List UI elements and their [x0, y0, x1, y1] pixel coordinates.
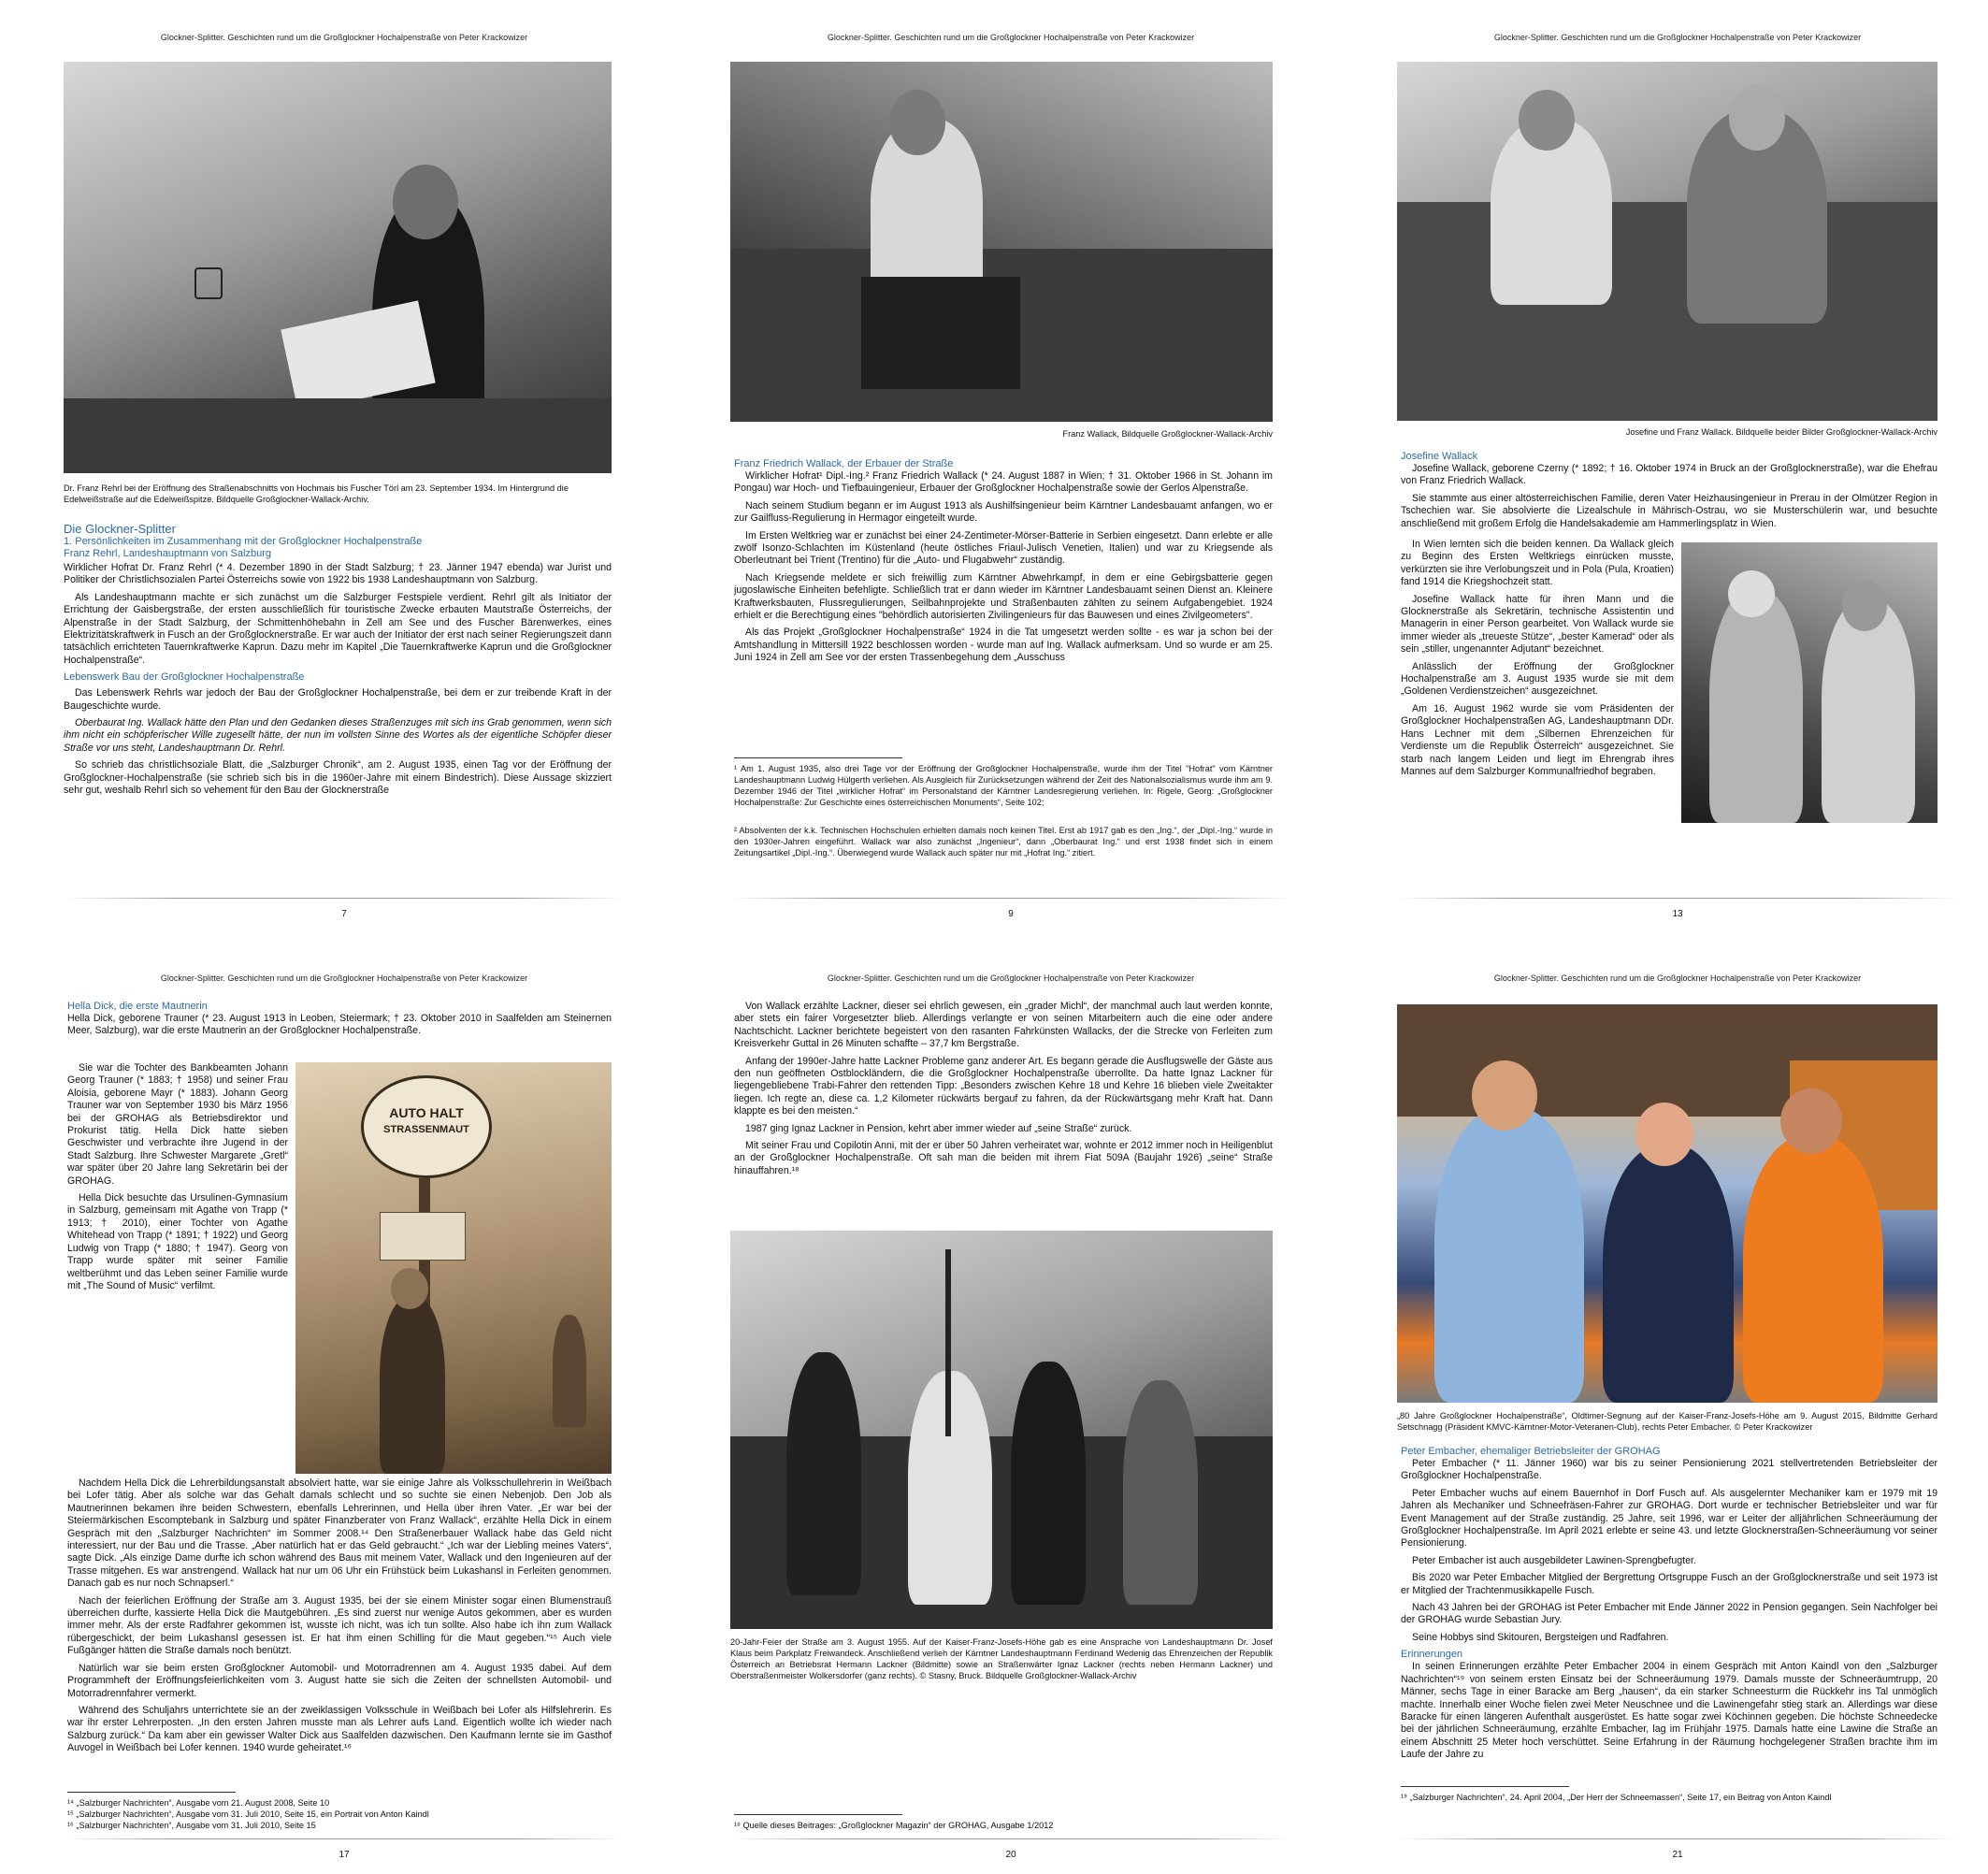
section-heading: Peter Embacher, ehemaliger Betriebsleiter der GROHAG	[1401, 1446, 1661, 1457]
chapter-title: Die Glockner-Splitter	[64, 522, 176, 536]
page-17-body-wrap	[67, 1062, 288, 1297]
paragraph: Josefine Wallack, geborene Czerny (* 1892; † 16. Oktober 1974 in Bruck an der Großglocknerstraße), war die Ehefrau von Franz Friedrich Wallack.	[1401, 463, 1938, 487]
paragraph: Nach seinem Studium begann er im August 1913 als Aushilfsingenieur beim Kärntner Landesbauamt anfangen, wo er zur Gailfluss-Regulierung in Hermagor eingeteilt wurde.	[734, 499, 1273, 525]
paragraph: Anlässlich der Eröffnung der Großglockner Hochalpenstraße am 3. August 1935 wurde sie mit dem „Goldenen Verdienstzeichen“ ausgezeichnet.	[1401, 660, 1674, 698]
sign-text-strassenmaut: STRASSENMAUT	[383, 1124, 469, 1135]
footer-rule	[64, 1838, 625, 1839]
page-number: 17	[339, 1849, 350, 1860]
photo-josefine-franz-wallack	[1397, 62, 1938, 421]
photo-rehrl-speech	[64, 62, 612, 473]
paragraph: Josefine Wallack hatte für ihren Mann und die Glocknerstraße als Sekretärin, technische Assistentin und Managerin in einer Person gearbeitet. Von Wallack wurde sie immer wieder als „treueste Stütze“, „bester Kamerad“ oder als sein „stiller, ungenannter Adjutant“ bezeichnet.	[1401, 593, 1674, 656]
paragraph: Wirklicher Hofrat Dr. Franz Rehrl (* 4. Dezember 1890 in der Stadt Salzburg; † 23. Jänner 1947 ebenda) war Jurist und Politiker der Christlichsozialen Partei Österreichs sowie von 1922 bis 1938 Landeshauptmann von Salzburg.	[64, 562, 612, 586]
section-heading: Lebenswerk Bau der Großglockner Hochalpenstraße	[64, 671, 305, 684]
footnote-rule	[67, 1792, 236, 1793]
paragraph: Sie stammte aus einer altösterreichischen Familie, deren Vater Heizhausingenieur in Prerau in der Olmützer Region in Tschechien war. Sie absolvierte die Lizealschule in Mährisch-Ostrau, wo sie Musterschülerin war, und besuchte anschließend mit großem Erfolg die Handelsakademie am Hammerlingsplatz in Wien.	[1401, 492, 1938, 529]
footnote-2: ² Absolventen der k.k. Technischen Hochschulen erhielten damals noch keinen Titel. Erst ab 1917 gab es den „Ing.“, der „Dipl.-Ing.“ wurde in den 1930er-Jahren eingeführt. Wallack war also zunächst „Ingenieur“, dann „Oberbaurat Ing.“ und erst 1938 findet sich in einem Zeitungsartikel „Dipl.-Ing.“. Überwiegend wurde Wallack auch später nur mit „Hofrat Ing.“ zitiert.	[734, 826, 1273, 858]
paragraph: Sie war die Tochter des Bankbeamten Johann Georg Trauner (* 1883; † 1958) und seiner Frau Aloisia, geborene Mayr (* 1883). Johann Georg Trauner war von September 1930 bis März 1956 bei der GROHAG als Betriebsdirektor und Prokurist tätig. Hella Dick hatte sieben Geschwister und verbrachte ihre Jugend in der Stadt Salzburg. Ihre Schwester Margarete „Gretl“ war später über 20 Jahre lang Sekretärin bei der GROHAG.	[67, 1062, 288, 1187]
paragraph: Peter Embacher (* 11. Jänner 1960) war bis zu seiner Pensionierung 2021 stellvertretenden Betriebsleiter der Großglockner Hochalpenstraße.	[1401, 1458, 1938, 1482]
footnote-16: ¹⁶ „Salzburger Nachrichten“, Ausgabe vom 31. Juli 2010, Seite 15	[67, 1821, 316, 1830]
running-header: Glockner-Splitter. Geschichten rund um die Großglockner Hochalpenstraße von Peter Krackowizer	[1493, 973, 1862, 983]
photo-josefine-franz-wallack-2	[1681, 542, 1938, 823]
paragraph: Peter Embacher wuchs auf einem Bauernhof in Dorf Fusch auf. Als ausgelernter Mechaniker kam er 1979 mit 19 Jahren als Mechaniker und Schneefräsen-Fahrer zur GROHAG. Dort wurde er technischer Betriebsleiter und war für Event Management auf der Straße zuständig. 25 Jahre, seit 1996, war er Leiter der alljährlichen Schneeräumung der Großglockner Hochalpenstraße. Im April 2021 erlebte er seine 43. und letzte Glocknerstraßen-Schneeräumung vor seiner Pensionierung.	[1401, 1487, 1938, 1550]
photo-20-jahr-feier	[730, 1231, 1273, 1629]
paragraph: Seine Hobbys sind Skitouren, Bergsteigen und Radfahren.	[1412, 1631, 1669, 1643]
footnote-rule	[1401, 1786, 1569, 1787]
paragraph: Nachdem Hella Dick die Lehrerbildungsanstalt absolviert hatte, war sie einige Jahre als Volksschullehrerin in Weißbach bei Lofer tätig. Aber als solche war das Gehalt damals schlecht und so suchte sie einen Nebenjob. Den Job als Mautnerinnen bekamen ihre beiden Schwestern, ebenfalls Lehrerinnen, und Hella über ihren Vater. „Er war bei der Steiermärkischen Escomptebank in Salzburg und später Finanzberater von Franz Wallack“, erzählte Hella Dick in einem Gespräch mit den „Salzburger Nachrichten“ im Sommer 2008.¹⁴ Den Straßenerbauer Wallack habe das Geld nicht interessiert, nur der Bau und die Trasse. „Aber natürlich hat er das Geld gebraucht.“ „Ich war der Liebling meines Vaters“, sagte Dick. „Als einzige Dame durfte ich schon während des Baus mit meinem Vater, Wallack und den Ingenieuren auf der Trasse mitgehen. Es war anstrengend. Wallack hat nur um 06 Uhr ein Frühstück beim Lukashansl in Ferleiten genommen. Danach gab es nur noch Schnapserl.“	[67, 1478, 612, 1590]
page-20	[730, 973, 1291, 1861]
paragraph: Im Ersten Weltkrieg war er zunächst bei einer 24-Zentimeter-Mörser-Batterie in Serbien eingesetzt. Dann erlebte er alle zwölf Isonzo-Schlachten im Küstenland (heute östliches Friaul-Julisch Venetien, Italien) und war zu Kriegsende als Oberleutnant bei Trient (Trentino) für die „Auto- und Flugabwehr“ zuständig.	[734, 529, 1273, 567]
running-header: Glockner-Splitter. Geschichten rund um die Großglockner Hochalpenstraße von Peter Krackowizer	[160, 33, 528, 42]
paragraph: Natürlich war sie beim ersten Großglockner Automobil- und Motorradrennen am 4. August 1935 dabei. Auf dem Programmheft der Eröffnungsfeierlichkeiten vom 3. August hatte sie sich die Zeiten der schnellsten Automobil- und Motorradrennfahrer vermerkt.	[67, 1662, 612, 1699]
footer-rule	[730, 898, 1291, 899]
paragraph: Nach der feierlichen Eröffnung der Straße am 3. August 1935, bei der sie einem Minister sogar einen Blumenstrauß überreichen durfte, kassierte Hella Dick die Mautgebühren. „Es sind zuerst nur wenige Autos gekommen, aber es wurden immer mehr. Als der erste Radfahrer gekommen ist, wusste ich nicht, was ich tun sollte. Also habe ich ihn zum Wallack rübergeschickt, der beim Lukashansl gesessen ist. Er hat ihm einen Schilling für die Maut gegeben.“¹⁵ Auch viele Fußgänger hätten die Straße damals noch benützt.	[67, 1594, 612, 1657]
sign-text-auto-halt: AUTO HALT	[389, 1105, 464, 1120]
footnote-rule	[734, 757, 902, 758]
chapter-subtitle: 1. Persönlichkeiten im Zusammenhang mit der Großglockner Hochalpenstraße	[64, 536, 423, 547]
section-heading: Franz Friedrich Wallack, der Erbauer der Straße	[734, 458, 954, 469]
photo-caption: 20-Jahr-Feier der Straße am 3. August 1955. Auf der Kaiser-Franz-Josefs-Höhe gab es eine Ansprache von Landeshauptmann Dr. Josef Klaus beim Parkplatz Freiwandeck. Anschließend verlieh der Kärntner Landeshauptmann Ferdinand Wedenig das Ehrenzeichen der Republik Österreich an Betriebsrat Hermann Lackner (Bildmitte) sowie an Straßenwärter Ignaz Lackner (rechts neben Hermann Lackner) und Oberstraßenmeister Wolkersdorfer (ganz rechts). © Stasny, Bruck. Bildquelle Großglockner-Wallack-Archiv	[730, 1637, 1273, 1680]
running-header: Glockner-Splitter. Geschichten rund um die Großglockner Hochalpenstraße von Peter Krackowizer	[827, 973, 1195, 983]
paragraph: 1987 ging Ignaz Lackner in Pension, kehrt aber immer wieder auf „seine Straße“ zurück.	[745, 1122, 1132, 1134]
page-number: 9	[1008, 908, 1014, 919]
section-heading: Erinnerungen	[1401, 1649, 1463, 1661]
page-13-body-wrap	[1401, 539, 1674, 783]
footnote-1: ¹ Am 1. August 1935, also drei Tage vor der Eröffnung der Großglockner Hochalpenstraße, wurde ihm der Titel "Hofrat" vom Kärntner Landeshauptmann Ludwig Hülgerth verliehen. Als Ausgleich für Zurücksetzungen während der Zeit des Nationalsozialismus wurde ihm am 9. Dezember 1946 der Titel „wirklicher Hofrat“ im Personalstand der Kärntner Landesregierung verliehen. In: Rigele, Georg: „Großglockner Hochalpenstraße: Zur Geschichte eines österreichischen Monuments“, Seite 102;	[734, 764, 1273, 807]
running-header: Glockner-Splitter. Geschichten rund um die Großglockner Hochalpenstraße von Peter Krackowizer	[827, 33, 1195, 42]
footer-rule	[1397, 1838, 1958, 1839]
photo-franz-wallack	[730, 62, 1273, 422]
paragraph: Peter Embacher ist auch ausgebildeter Lawinen-Sprengbefugter.	[1412, 1554, 1696, 1566]
paragraph: In Wien lernten sich die beiden kennen. Da Wallack gleich zu Beginn des Ersten Weltkriegs einrücken musste, verkürzten sie ihre Verlobungszeit und in Pola (Pula, Kroatien) fand 1914 die Kriegshochzeit statt.	[1401, 539, 1674, 588]
paragraph: Von Wallack erzählte Lackner, dieser sei ehrlich gewesen, ein „grader Michl“, der manchmal auch laut werden konnte, aber stets ein fairer Vorgesetzter blieb. Allerdings verlangte er von seinen Mitarbeitern auch die eine oder andere Nachtschicht. Lackner berichtete begeistert von den rasanten Fahrkünsten Wallacks, der die Strecke von Ferleiten zum Kreisverkehr Guttal in 26 Minuten schaffte – 37,7 km Bergstraße.	[734, 1001, 1273, 1050]
section-heading: Hella Dick, die erste Mautnerin	[67, 1001, 208, 1012]
paragraph: Anfang der 1990er-Jahre hatte Lackner Probleme ganz anderer Art. Es begann gerade die Ausflugswelle der Gäste aus den nun geöffneten Ostblockländern, die die Großglockner Hochalpenstraße überrollte. Da hatte Ignaz Lackner für liegengebliebene Trabi-Fahrer den rettenden Tipp: „Besonders zwischen Kehre 18 und Kehre 16 blieben viele Zweitakter liegen. Ich regte an, diese ca. 1,2 Kilometer rückwärts bergauf zu fahren, da der Rückwärtsgang mehr Kraft hat. Dann klappte es bei den meisten.“	[734, 1055, 1273, 1117]
footnote-15: ¹⁵ „Salzburger Nachrichten“, Ausgabe vom 31. Juli 2010, Seite 15, ein Portrait von Anton Kaindl	[67, 1809, 429, 1819]
paragraph: Das Lebenswerk Rehrls war jedoch der Bau der Großglockner Hochalpenstraße, bei dem er zur treibende Kraft in der Baugeschichte wurde.	[64, 687, 612, 712]
footnote-18: ¹⁸ Quelle dieses Beitrages: „Großglockner Magazin“ der GROHAG, Ausgabe 1/2012	[734, 1821, 1054, 1830]
running-header: Glockner-Splitter. Geschichten rund um die Großglockner Hochalpenstraße von Peter Krackowizer	[160, 973, 528, 983]
section-heading: Josefine Wallack	[1401, 451, 1478, 462]
page-13-body	[1401, 451, 1938, 535]
paragraph: Nach 43 Jahren bei der GROHAG ist Peter Embacher mit Ende Jänner 2022 in Pension gegangen. Sein Nachfolger bei der GROHAG wurde Sebastian Jury.	[1401, 1602, 1938, 1626]
photo-caption: Josefine und Franz Wallack. Bildquelle beider Bilder Großglockner-Wallack-Archiv	[1625, 427, 1938, 437]
section-heading: Franz Rehrl, Landeshauptmann von Salzburg	[64, 548, 271, 559]
page-20-body	[734, 1001, 1273, 1182]
paragraph: Hella Dick, geborene Trauner (* 23. August 1913 in Leoben, Steiermark; † 23. Oktober 2010 in Saalfelden am Steinernen Meer, Salzburg), war die erste Mautnerin an der Großglockner Hochalpenstraße.	[67, 1013, 612, 1037]
page-number: 7	[341, 908, 347, 919]
page-number: 20	[1005, 1849, 1016, 1860]
page-number: 13	[1672, 908, 1683, 919]
page-number: 21	[1672, 1849, 1683, 1860]
footnote-19: ¹⁹ „Salzburger Nachrichten“, 24. April 2004, „Der Herr der Schneemassen“, Seite 17, ein Beitrag von Anton Kaindl	[1401, 1793, 1832, 1802]
footer-rule	[1397, 898, 1958, 899]
footnote-14: ¹⁴ „Salzburger Nachrichten“, Ausgabe vom 21. August 2008, Seite 10	[67, 1798, 330, 1808]
photo-caption: Franz Wallack, Bildquelle Großglockner-Wallack-Archiv	[1062, 429, 1273, 439]
paragraph: Als Landeshauptmann machte er sich zunächst um die Salzburger Festspiele verdient. Rehrl gilt als Initiator der Errichtung der Gaisbergstraße, der ersten ausschließlich für touristische Zwecke erbauten Mautstraße Österreichs, der Alpenstraße in der Stadt Salzburg, der Schmittenhöhebahn in Zell am See und des Fuscher Bärenwerkes, eines Elektrizitätskraftwerk in Fusch an der Großglocknerstraße. Er war auch der Initiator der erst nach seiner Regierungszeit dann tatsächlich errichteten Tauernkraftwerke Kaprun. Dazu mehr im Kapitel „Die Tauernkraftwerke Kaprun und die Großglockner Hochalpenstraße“.	[64, 591, 612, 666]
paragraph: Am 16. August 1962 wurde sie vom Präsidenten der Großglockner Hochalpenstraßen AG, Landeshauptmann DDr. Hans Lechner mit dem „Silbernen Ehrenzeichen für Verdienste um die Republik Österreich“ ausgezeichnet. Sie starb nach langem Leiden und liegt im Ehrengrab ihres Mannes auf dem Salzburger Kommunalfriedhof begraben.	[1401, 702, 1674, 777]
page-17-intro	[67, 1001, 612, 1043]
quote: Oberbaurat Ing. Wallack hätte den Plan und den Gedanken dieses Straßenzuges mit sich ins Grab genommen, wenn sich ihm nicht ein schöpferischer Wille zugesellt hätte, der nun im vollsten Sinne des Wortes als der eigentliche Schöpfer dieser Straße vor uns steht, Landeshauptmann Dr. Rehrl.	[64, 717, 612, 754]
paragraph: Wirklicher Hofrat¹ Dipl.-Ing.² Franz Friedrich Wallack (* 24. August 1887 in Wien; † 31. Oktober 1966 in St. Johann im Pongau) war Hoch- und Tiefbauingenieur, Erbauer der Großglockner Hochalpenstraße sowie der Gerlos Alpenstraße.	[734, 470, 1273, 495]
page-9-body	[734, 458, 1273, 670]
paragraph: Nach Kriegsende meldete er sich freiwillig zum Kärntner Abwehrkampf, in dem er eine Gebirgsbatterie gegen jugoslawische Einheiten befehligte. Schließlich trat er dann wieder im Kärntner Landesbauamt seinen Dienst an. Kleinere Kraftwerksbauten, Flussregulierungen, Seilbahnprojekte und Straßenbauten zählten zu seinem Aufgabengebiet. 1924 erhielt er die Berechtigung eines "behördlich autorisierten Zivilingenieurs für das Bauwesen und eines Zivilgeometers".	[734, 571, 1273, 622]
page-9	[730, 32, 1291, 920]
paragraph: Hella Dick besuchte das Ursulinen-Gymnasium in Salzburg, gemeinsam mit Agathe von Trapp (* 1913; † 2010), einer Tochter von Agathe Whitehead von Trapp (* 1891; † 1922) und Georg Ludwig von Trapp (* 1880; † 1947). Georg von Trapp wurde später mit seiner Familie weltberühmt und das Leben seiner Familie wurde mit „The Sound of Music“ verfilmt.	[67, 1192, 288, 1291]
photo-caption: „80 Jahre Großglockner Hochalpenstraße“, Oldtimer-Segnung auf der Kaiser-Franz-Josefs-Höhe am 9. August 2015, Bildmitte Gerhard Setschnagg (Präsident KMVC-Kärntner-Motor-Veteranen-Club), rechts Peter Embacher. © Peter Krackowizer	[1397, 1411, 1938, 1432]
page-17-body-full	[67, 1478, 612, 1760]
paragraph: Mit seiner Frau und Copilotin Anni, mit der er über 50 Jahren verheiratet war, wohnte er 2012 immer noch in Heiligenblut an der Großglockner Hochalpenstraße. Oft sah man die beiden mit ihrem Fiat 509A (Baujahr 1926) „seine“ Straße hinauffahren.¹⁸	[734, 1140, 1273, 1176]
footer-rule	[64, 898, 625, 899]
page-13	[1397, 32, 1958, 920]
photo-hella-dick-toll-booth	[295, 1062, 612, 1474]
paragraph: Als das Projekt „Großglockner Hochalpenstraße“ 1924 in die Tat umgesetzt werden sollte - es war ja schon bei der Amtshandlung in Mittersill 1922 beschlossen worden - wurde man auf Ing. Wallack aufmerksam. Und so wurde er am 25. Juni 1924 in Zell am See vor der ersten Trassenbegehung dem „Ausschuss	[734, 627, 1273, 664]
photo-caption: Dr. Franz Rehrl bei der Eröffnung des Straßenabschnitts von Hochmais bis Fuscher Törl am 23. September 1934. Im Hintergrund die Edelweißstraße auf die Edelweißspitze. Bildquelle Großglockner-Wallack-Archiv.	[64, 483, 569, 504]
paragraph: Während des Schuljahrs unterrichtete sie an der zweiklassigen Volksschule in Weißbach bei Lofer als Hilfslehrerin. Es war ihr erster Lehrerposten. „In den ersten Jahren musste man als Lehrer aufs Land. Eigentlich wollte ich wieder nach Salzburg zurück.“ Da kam aber ein gewisser Walter Dick aus Saalfelden dazwischen. Den Kaufmann lernte sie im Gasthof Auvogel in Weißbach bei Lofer kennen. 1940 wurde geheiratet.¹⁶	[67, 1704, 612, 1754]
footnote-rule	[734, 1814, 902, 1815]
footer-rule	[730, 1838, 1291, 1839]
paragraph: In seinen Erinnerungen erzählte Peter Embacher 2004 in einem Gespräch mit Anton Kaindl von den „Salzburger Nachrichten“¹⁹ von seinem ersten Einsatz bei der Schneeräumung 1979. Damals musste der Schneeräumtrupp, 20 Männer, sechs Tage in einer Baracke am Berg „hausen“, da ein starker Schneesturm die Rückkehr ins Tal unmöglich machte. Innerhalb einer Woche fielen zwei Meter Neuschnee und die Lawinengefahr stieg stark an. Allerdings war diese Baracke für einen längeren Aufenthalt ausgerüstet. Es hatte sogar zwei Köchinnen gegeben. Die höchste Schneedecke bei der jährlichen Schneeräumung, erzählte Embacher, lag im Frühjahr 1975. Damals hatte eine Lawine die Straße an einem Abschnitt 25 Meter hoch verschüttet. Seine Erfahrung in der Räumung hochgelegener Straßen brachte ihm im Laufe der Jahre zu	[1401, 1661, 1938, 1761]
page-17	[64, 973, 625, 1861]
photo-80-jahre-oldtimer-segnung	[1397, 1004, 1938, 1403]
paragraph: So schrieb das christlichsoziale Blatt, die „Salzburger Chronik“, am 2. August 1935, einen Tag vor der Eröffnung der Großglockner-Hochalpenstraße (sie schrieb sich bis in die 1960er-Jahre mit einem Bindestrich). Diese Aussage skizziert sehr gut, weshalb Rehrl sich so vehement für den Bau der Glocknerstraße	[64, 759, 612, 797]
paragraph: Bis 2020 war Peter Embacher Mitglied der Bergrettung Ortsgruppe Fusch an der Großglocknerstraße und seit 1973 ist er Mitglied der Trachtenmusikkapelle Fusch.	[1401, 1572, 1938, 1596]
page-7-body	[64, 522, 612, 802]
page-21	[1397, 973, 1958, 1861]
page-21-body	[1401, 1446, 1938, 1766]
page-7	[64, 32, 625, 920]
running-header: Glockner-Splitter. Geschichten rund um die Großglockner Hochalpenstraße von Peter Krackowizer	[1493, 33, 1862, 42]
